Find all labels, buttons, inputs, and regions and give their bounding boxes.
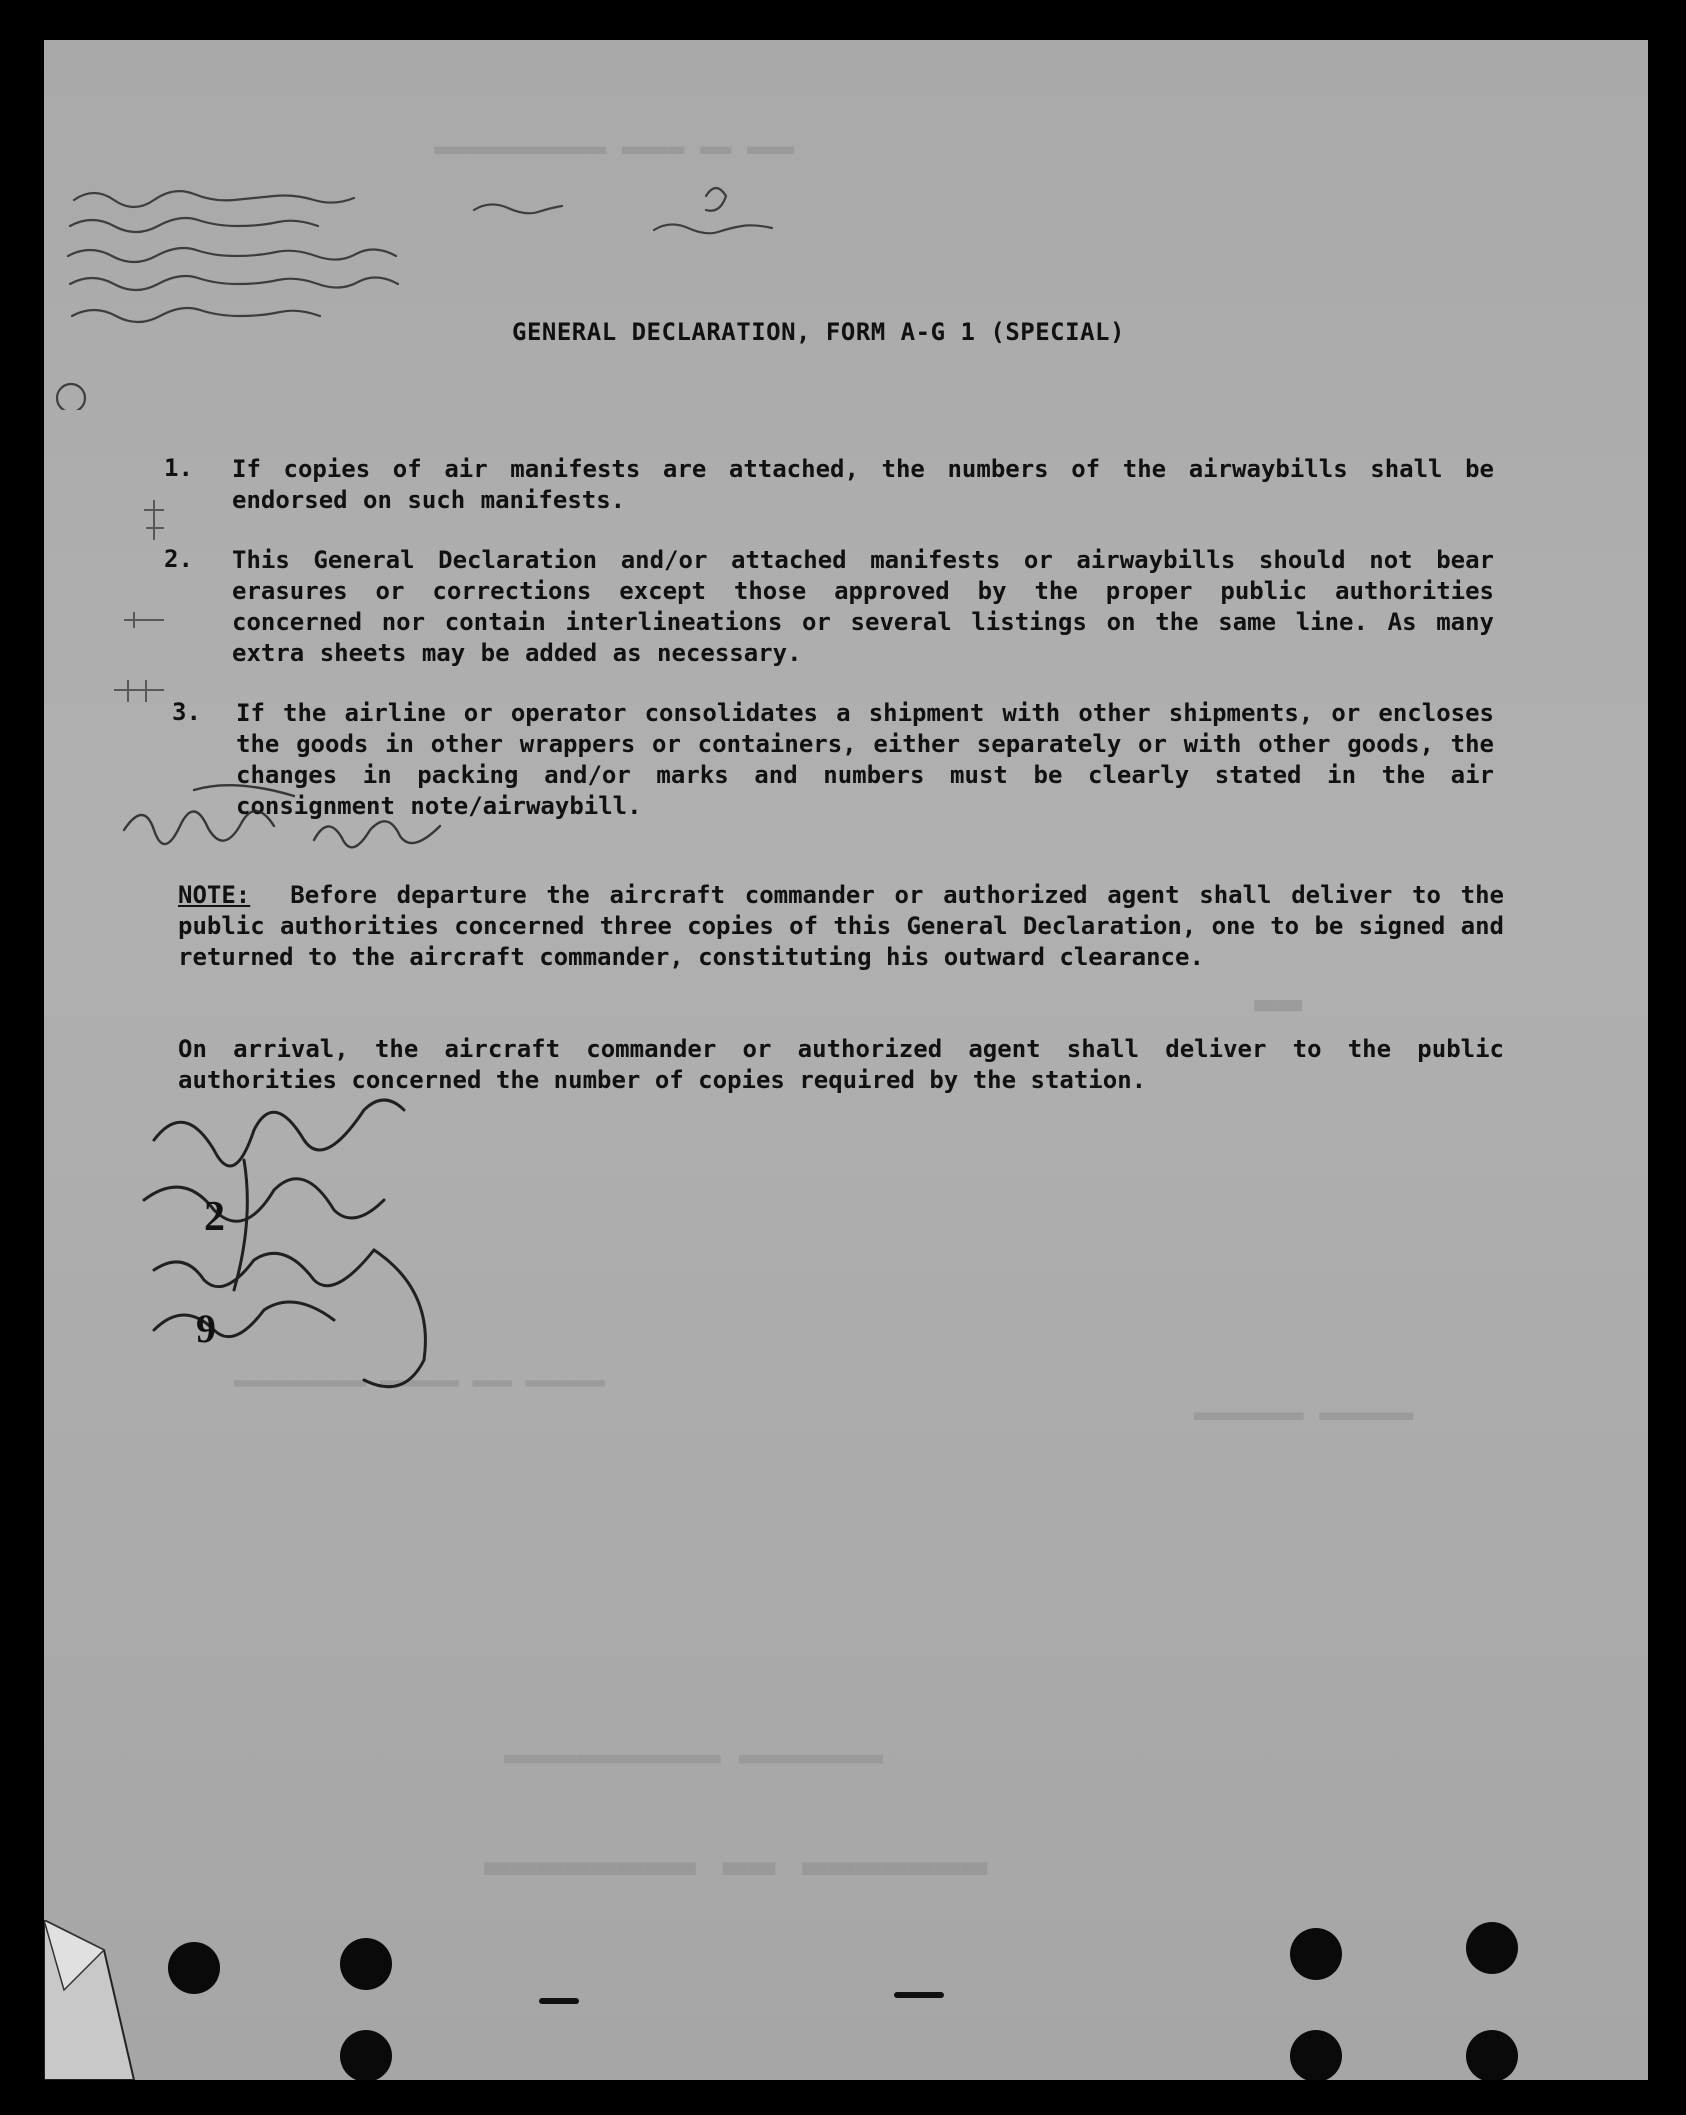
binding-mark xyxy=(539,1998,579,2004)
handwritten-notes-top xyxy=(44,160,924,410)
bleed-through-mark: ▬▬ xyxy=(1254,980,1303,1026)
binding-mark xyxy=(894,1992,944,1998)
punch-hole xyxy=(168,1942,220,1994)
punch-hole xyxy=(340,1938,392,1990)
punch-hole xyxy=(340,2030,392,2080)
punch-hole xyxy=(1466,1922,1518,1974)
svg-text:2: 2 xyxy=(204,1194,225,1240)
item-number: 3. xyxy=(172,698,201,726)
bleed-through-mark: ▬▬▬ ▬▬ ▬▬▬▬ ▬▬▬▬▬▬▬▬▬▬▬ xyxy=(434,134,795,164)
folded-corner xyxy=(44,1920,154,2080)
note-label: NOTE: xyxy=(178,881,251,909)
svg-text:9: 9 xyxy=(196,1306,216,1351)
bleed-through-mark: ▬▬▬▬▬▬ ▬▬▬▬▬▬▬ xyxy=(1194,1400,1414,1430)
punch-hole xyxy=(1290,1928,1342,1980)
handwritten-annotation-middle xyxy=(104,770,524,880)
arrival-paragraph: On arrival, the aircraft commander or authorized agent shall deliver to the public authorities concerned the number of copies required by the station. xyxy=(178,1035,1504,1094)
margin-marks-left xyxy=(84,490,184,730)
document-title: GENERAL DECLARATION, FORM A-G 1 (SPECIAL) xyxy=(512,318,1125,346)
bleed-through-mark: ▬▬▬▬▬▬▬▬ ▬▬▬▬▬▬▬▬▬▬▬▬ xyxy=(504,1740,884,1775)
document-page xyxy=(44,40,1648,2080)
item-text: If the airline or operator consolidates a shipment with other shipments, or encloses the goods in other wrappers or containers, either separately or with other goods, the changes in packing and/or marks and numbers must be clearly stated in the air consignment note/airwaybill. xyxy=(236,699,1494,820)
punch-hole xyxy=(1466,2030,1518,2080)
handwritten-signature xyxy=(114,1080,534,1400)
bleed-through-mark: ▬▬▬▬▬▬▬ ▬▬ ▬▬▬▬▬▬▬▬ xyxy=(484,1840,988,1891)
item-number: 2. xyxy=(164,545,193,573)
item-text: This General Declaration and/or attached manifests or airwaybills should not bear erasures or corrections except those approved by the proper public authorities concerned nor contain interlineations or several listings on the same line. As many extra sheets may be added as necessary. xyxy=(232,546,1494,667)
note-text: Before departure the aircraft commander or authorized agent shall deliver to the public authorities concerned three copies of this General Declaration, one to be signed and returned to the aircraft commander, constituting his outward clearance. xyxy=(178,881,1504,971)
bleed-through-mark: ▬▬▬▬▬▬ ▬▬▬ ▬▬▬▬▬▬ ▬▬▬▬▬▬▬▬▬▬ xyxy=(234,1370,605,1395)
item-text: If copies of air manifests are attached, the numbers of the airwaybills shall be endorsed on such manifests. xyxy=(232,455,1494,514)
note-paragraph xyxy=(178,880,1504,973)
punch-hole xyxy=(1290,2030,1342,2080)
item-number: 1. xyxy=(164,454,193,482)
